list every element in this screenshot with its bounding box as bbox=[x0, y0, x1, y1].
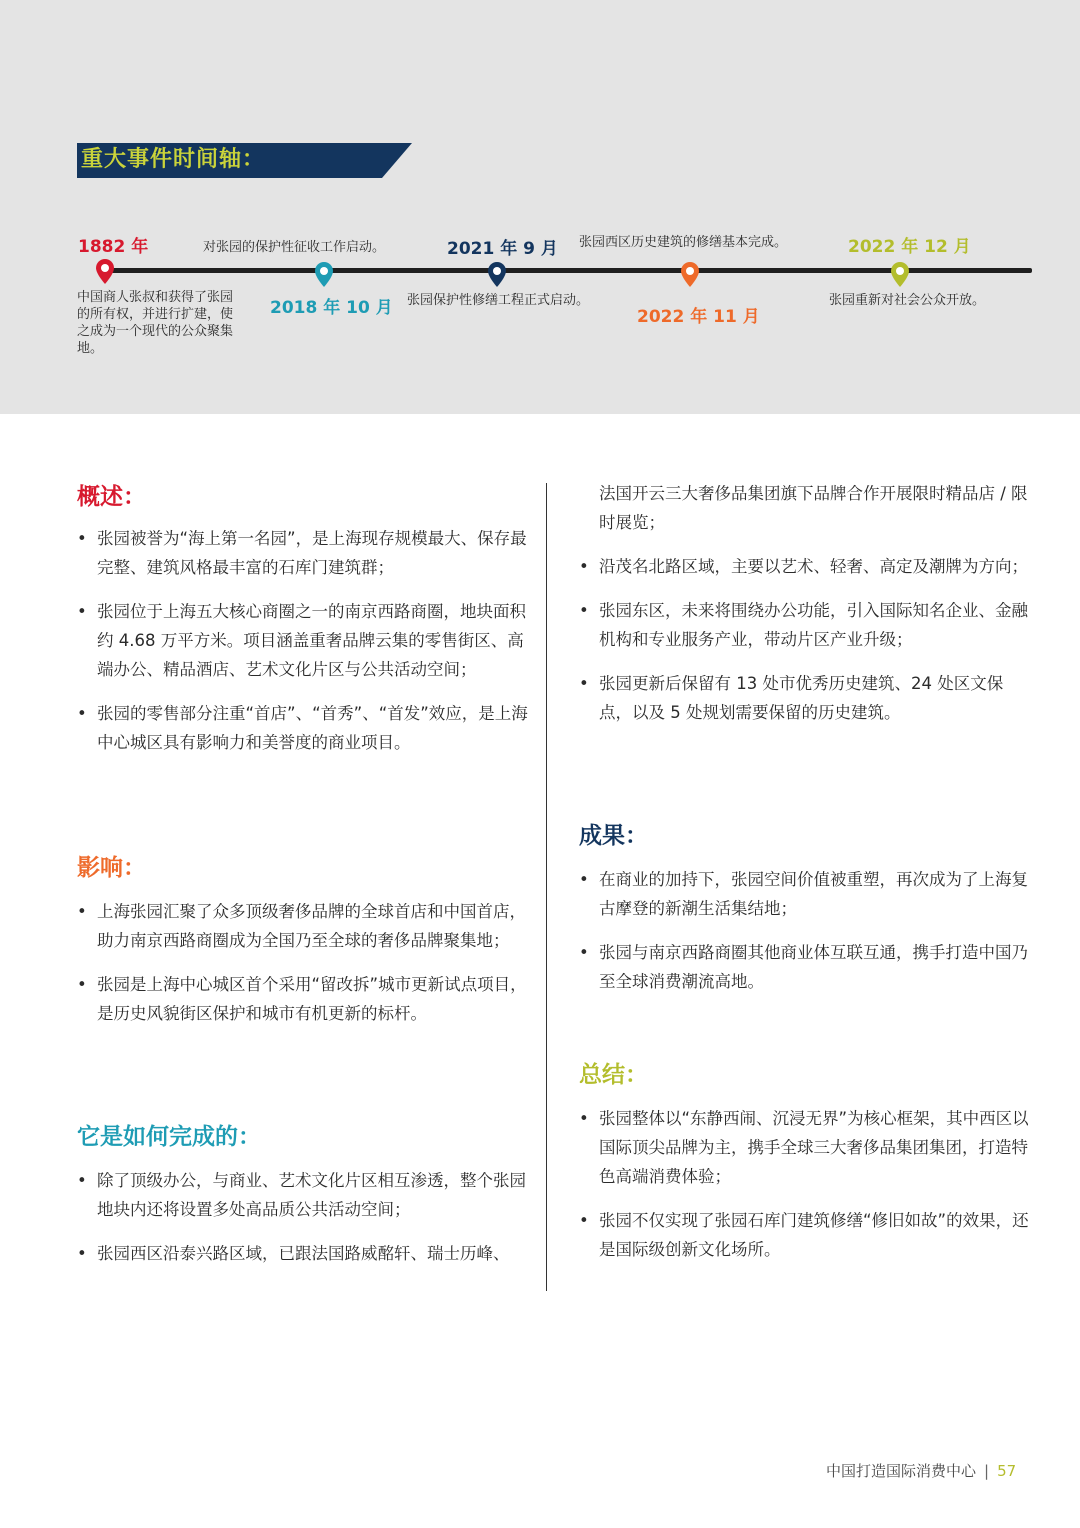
event-text-2018: 对张园的保护性征收工作启动。 bbox=[203, 240, 386, 255]
list-item: • 张园整体以“东静西闹、沉浸无界”为核心框架，其中西区以国际顶尖品牌为主，携手全球三大奢侈品集团集团，打造特色高端消费体验； bbox=[579, 1104, 1034, 1191]
list-item: • 除了顶级办公，与商业、艺术文化片区相互渗透，整个张园地块内还将设置多处高品质公共活动空间； bbox=[77, 1166, 530, 1224]
impact-section bbox=[77, 853, 530, 1028]
footer-separator: | bbox=[984, 1462, 990, 1480]
event-date-1882: 1882 年 bbox=[78, 237, 149, 257]
list-item: • 在商业的加持下，张园空间价值被重塑，再次成为了上海复古摩登的新潮生活集结地； bbox=[579, 865, 1034, 923]
event-date-2022-11: 2022 年 11 月 bbox=[637, 307, 760, 327]
timeline-title: 重大事件时间轴： bbox=[81, 147, 266, 172]
impact-heading: 影响： bbox=[77, 855, 146, 881]
overview-heading: 概述： bbox=[77, 484, 146, 510]
list-item: • 张园西区沿泰兴路区域，已跟法国路威酩轩、瑞士历峰、 bbox=[77, 1239, 530, 1268]
summary-section bbox=[579, 1060, 1034, 1264]
page-number: 57 bbox=[997, 1462, 1017, 1480]
event-date-2022-12: 2022 年 12 月 bbox=[848, 237, 971, 257]
footer-title: 中国打造国际消费中心 bbox=[826, 1462, 977, 1480]
results-heading: 成果： bbox=[579, 823, 648, 849]
list-item: • 张园位于上海五大核心商圈之一的南京西路商圈，地块面积约 4.68 万平方米。项目涵盖重奢品牌云集的零售街区、高端办公、精品酒店、艺术文化片区与公共活动空间； bbox=[77, 597, 530, 684]
list-item: • 沿茂名北路区域，主要以艺术、轻奢、高定及潮牌为方向； bbox=[579, 552, 1034, 581]
list-item: • 张园的零售部分注重“首店”、“首秀”、“首发”效应，是上海中心城区具有影响力和美誉度的商业项目。 bbox=[77, 699, 530, 757]
event-date-2021: 2021 年 9 月 bbox=[447, 239, 558, 259]
summary-heading: 总结： bbox=[579, 1062, 648, 1088]
list-item: • 上海张园汇聚了众多顶级奢侈品牌的全球首店和中国首店，助力南京西路商圈成为全国乃至全球的奢侈品牌聚集地； bbox=[77, 897, 530, 955]
timeline-marker-teal bbox=[313, 260, 335, 288]
column-divider bbox=[546, 483, 547, 1291]
timeline-marker-navy bbox=[486, 260, 508, 288]
how-continued-section bbox=[579, 479, 1034, 727]
page-footer bbox=[826, 1460, 1016, 1481]
how-heading: 它是如何完成的： bbox=[77, 1124, 261, 1150]
list-item: • 张园与南京西路商圈其他商业体互联互通，携手打造中国乃至全球消费潮流高地。 bbox=[579, 938, 1034, 996]
timeline-marker-red bbox=[94, 257, 116, 285]
event-text-2022-12: 张园重新对社会公众开放。 bbox=[829, 293, 986, 308]
timeline-marker-lime bbox=[889, 260, 911, 288]
event-text-2022-11: 张园西区历史建筑的修缮基本完成。 bbox=[579, 235, 788, 250]
list-item: • 张园是上海中心城区首个采用“留改拆”城市更新试点项目，是历史风貌街区保护和城市有机更新的标杆。 bbox=[77, 970, 530, 1028]
list-item: • 张园东区，未来将围绕办公功能，引入国际知名企业、金融机构和专业服务产业，带动片区产业升级； bbox=[579, 596, 1034, 654]
list-item: • 张园不仅实现了张园石库门建筑修缮“修旧如故”的效果，还是国际级创新文化场所。 bbox=[579, 1206, 1034, 1264]
timeline-title-banner bbox=[77, 143, 412, 178]
event-date-2018: 2018 年 10 月 bbox=[270, 298, 393, 318]
list-item: • 张园被誉为“海上第一名园”，是上海现存规模最大、保存最完整、建筑风格最丰富的石库门建筑群； bbox=[77, 524, 530, 582]
event-text-2021: 张园保护性修缮工程正式启动。 bbox=[407, 293, 590, 308]
overview-section bbox=[77, 482, 530, 757]
timeline-marker-orange bbox=[679, 260, 701, 288]
event-text-1882: 中国商人张叔和获得了张园的所有权，并进行扩建，使之成为一个现代的公众聚集地。 bbox=[77, 290, 234, 356]
continued-text: 法国开云三大奢侈品集团旗下品牌合作开展限时精品店 / 限时展览； bbox=[599, 484, 1028, 532]
how-section bbox=[77, 1122, 530, 1268]
results-section bbox=[579, 821, 1034, 996]
list-item: • 张园更新后保留有 13 处市优秀历史建筑、24 处区文保点，以及 5 处规划需要保留的历史建筑。 bbox=[579, 669, 1034, 727]
